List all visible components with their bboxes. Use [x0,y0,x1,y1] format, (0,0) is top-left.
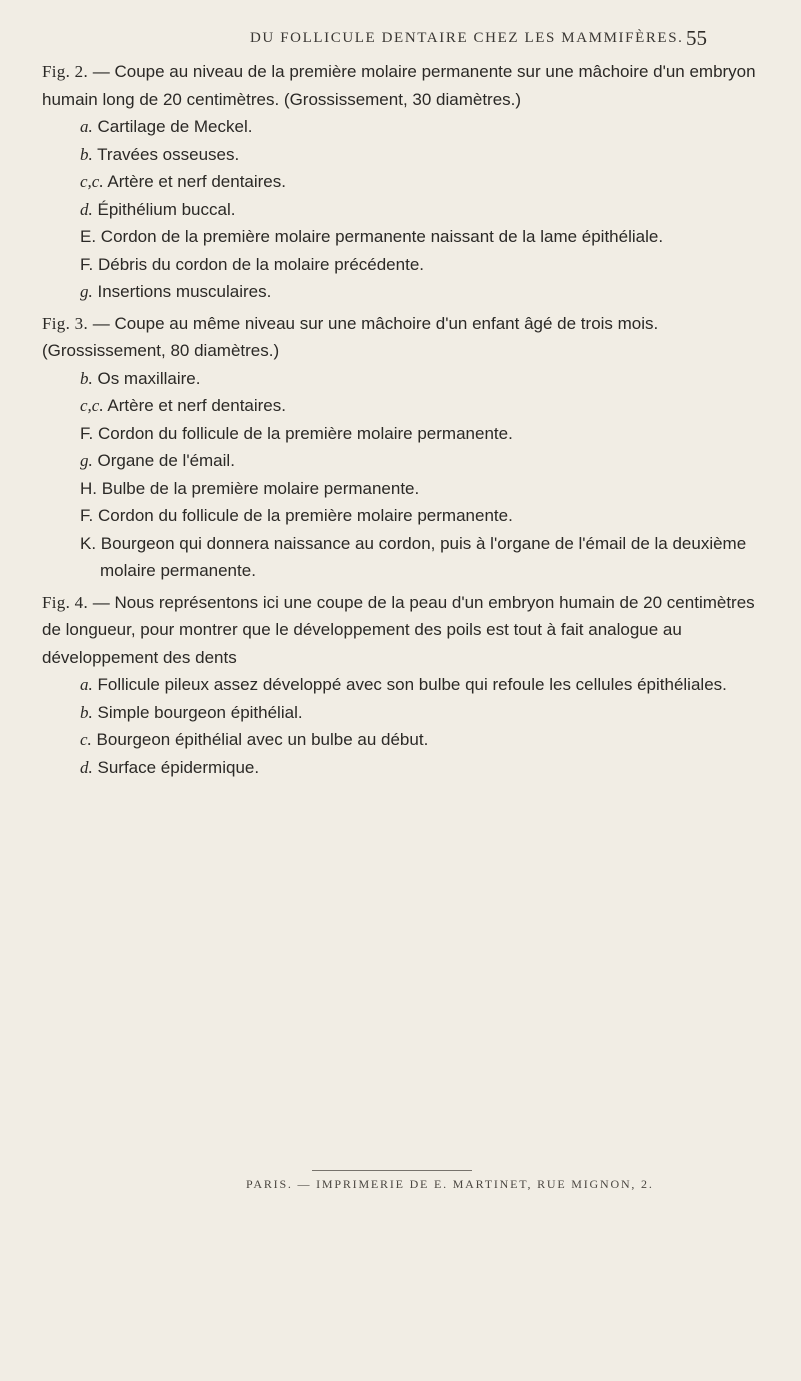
legend-item [62,113,762,141]
legend-text: Travées osseuses. [97,144,240,164]
legend-text: Organe de l'émail. [97,451,235,470]
legend-item [62,447,762,475]
legend-item [62,196,762,224]
legend-key: K. [80,533,97,553]
fig4-text: — Nous représentons ici une coupe de la peau d'un embryon humain de 20 centimètres de longueur, pour montrer que le développement des poils est tout à fait analogue au développement des dents [42,592,755,667]
legend-text: Surface épidermique. [97,757,260,777]
legend-key: b. [80,368,93,388]
fig2-label: Fig. 2. [42,62,89,81]
fig3-caption [42,310,762,365]
legend-item [62,671,762,699]
legend-item [62,699,762,727]
legend-key: g. [80,282,93,301]
legend-item [62,502,762,530]
legend-text: Bourgeon qui donnera naissance au cordon, puis à l'organe de l'émail de la deuxième molaire permanente. [100,533,747,580]
fig2-text: — Coupe au niveau de la première molaire permanente sur une mâchoire d'un embryon humain long de 20 centimètres. (Grossissement, 30 diamètres.) [42,62,756,109]
legend-text: Artère et nerf dentaires. [107,396,286,415]
legend-key: F. [80,423,94,443]
fig4-caption [42,589,762,672]
legend-key: c,c. [80,172,104,191]
legend-key: c. [80,730,92,749]
legend-item [62,223,762,251]
fig3-text: — Coupe au même niveau sur une mâchoire d'un enfant âgé de trois mois. (Grossissement, 80 diamètres.) [42,313,659,360]
legend-text: Os maxillaire. [97,368,201,388]
legend-item [62,168,762,196]
imprint-divider [312,1170,472,1171]
legend-key: d. [80,757,93,777]
legend-key: b. [80,144,93,164]
legend-item [62,726,762,754]
header-title: DU FOLLICULE DENTAIRE CHEZ LES MAMMIFÈRES. [250,30,684,46]
legend-item [62,365,762,393]
running-header [0,26,801,56]
legend-text: Cordon du follicule de la première molaire permanente. [97,506,513,525]
legend-key: E. [80,227,97,246]
printer-imprint: PARIS. — IMPRIMERIE DE E. MARTINET, RUE MIGNON, 2. [246,1177,654,1191]
legend-key: a. [80,675,93,694]
legend-item [62,392,762,420]
legend-text: Insertions musculaires. [97,282,272,301]
legend-item [62,530,762,585]
legend-item [62,141,762,169]
legend-item [62,420,762,448]
legend-text: Artère et nerf dentaires. [107,172,286,191]
legend-key: a. [80,117,93,136]
legend-key: d. [80,199,93,219]
legend-text: Cartilage de Meckel. [97,117,253,136]
legend-text: Follicule pileux assez développé avec son bulbe qui refoule les cellules épithéliales. [97,675,727,694]
legend-text: Cordon du follicule de la première molaire permanente. [97,423,513,443]
fig4-legend [42,671,762,781]
legend-text: Épithélium buccal. [97,199,236,219]
legend-key: F. [80,254,94,274]
fig4-label: Fig. 4. [42,592,89,612]
fig2-caption [42,58,762,113]
legend-item [62,278,762,306]
legend-text: Bourgeon épithélial avec un bulbe au début. [96,730,429,749]
legend-item [62,475,762,503]
fig2-legend [42,113,762,306]
legend-text: Bulbe de la première molaire permanente. [101,478,420,498]
legend-text: Débris du cordon de la molaire précédente. [97,254,424,274]
legend-item [62,251,762,279]
fig3-label: Fig. 3. [42,313,89,333]
fig3-legend [42,365,762,585]
figure-legends [42,58,762,781]
legend-key: b. [80,702,93,722]
page-number: 55 [686,26,707,50]
legend-key: g. [80,451,93,470]
legend-key: F. [80,506,94,525]
legend-text: Cordon de la première molaire permanente naissant de la lame épithéliale. [100,227,664,246]
legend-item [62,754,762,782]
legend-key: c,c. [80,396,104,415]
legend-key: H. [80,478,97,498]
legend-text: Simple bourgeon épithélial. [97,702,303,722]
